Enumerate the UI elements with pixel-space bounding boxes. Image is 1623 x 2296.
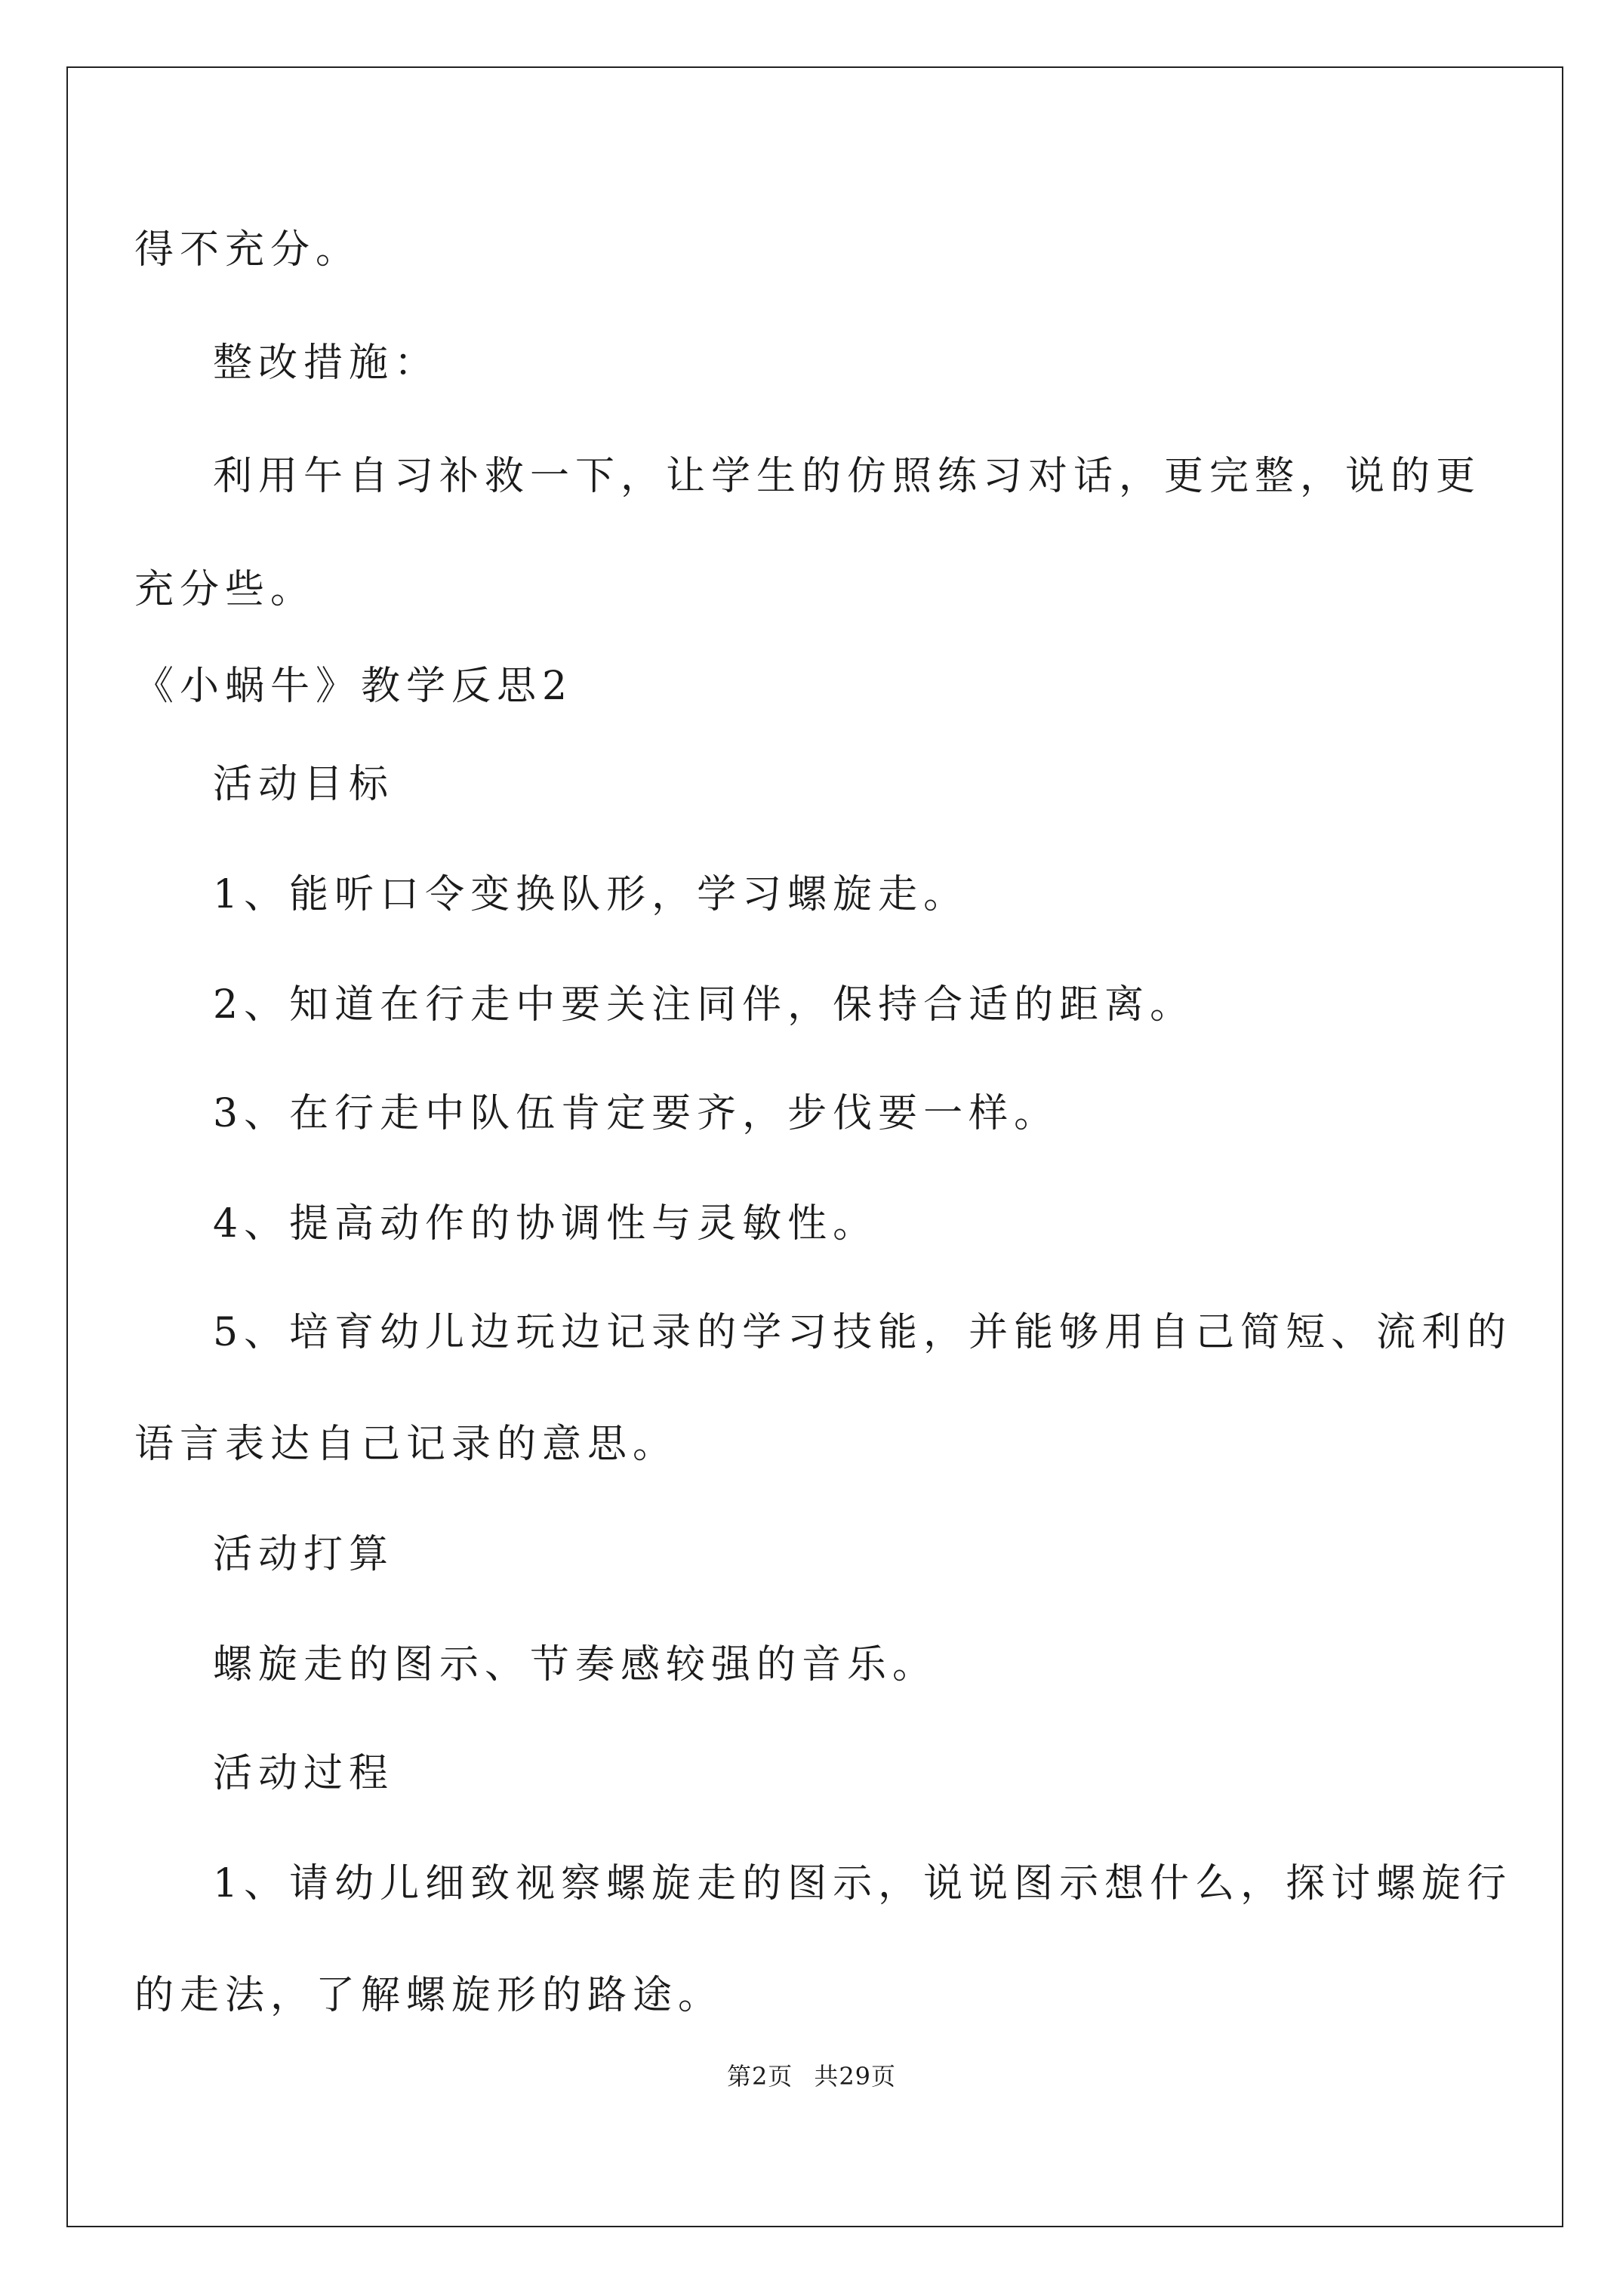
paragraph-line: 得不充分。: [134, 227, 362, 273]
page-footer: [0, 2061, 1623, 2091]
page-number: 第2页: [726, 2062, 793, 2091]
section-heading: 整改措施：: [213, 341, 440, 386]
list-item: 2、知道在行走中要关注同伴，保持合适的距离。: [213, 982, 1196, 1028]
list-item: 1、请幼儿细致视察螺旋走的图示，说说图示想什么，探讨螺旋行: [213, 1861, 1513, 1906]
paragraph-line: 充分些。: [134, 567, 316, 612]
list-item: 3、在行走中队伍肯定要齐，步伐要一样。: [213, 1091, 1060, 1136]
document-title: 《小蜗牛》教学反思2: [134, 664, 574, 709]
list-item: 4、提高动作的协调性与灵敏性。: [213, 1201, 879, 1247]
list-item: 1、能听口令变换队形，学习螺旋走。: [213, 872, 969, 917]
section-heading: 活动目标: [213, 762, 395, 807]
paragraph-line: 语言表达自己记录的意思。: [134, 1422, 679, 1467]
paragraph-line: 利用午自习补救一下，让学生的仿照练习对话，更完整，说的更: [213, 454, 1482, 499]
list-item: 5、培育幼儿边玩边记录的学习技能，并能够用自己简短、流利的: [213, 1310, 1513, 1355]
section-heading: 活动打算: [213, 1532, 395, 1577]
paragraph-line: 的走法，了解螺旋形的路途。: [134, 1973, 724, 2018]
section-heading: 活动过程: [213, 1751, 395, 1796]
paragraph-line: 螺旋走的图示、节奏感较强的音乐。: [213, 1642, 938, 1687]
page-total: 共29页: [814, 2062, 897, 2091]
